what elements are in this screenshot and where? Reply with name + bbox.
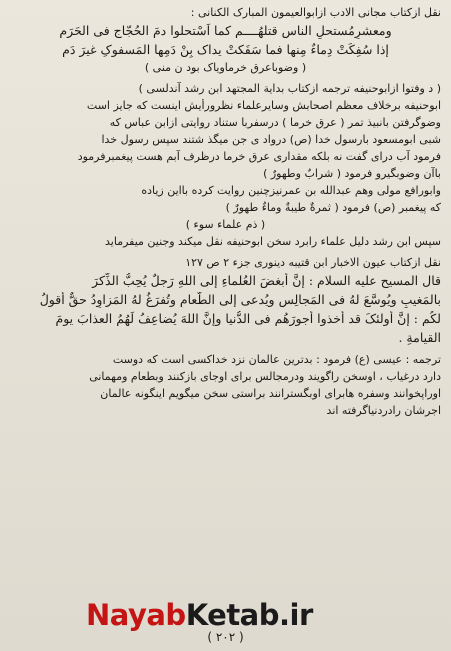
body-line: فرمود آب درای گفت نه بلکه مقداری عرق خرما درظرف آبم هست پیغمبرفرمود	[77, 150, 441, 163]
source-note-uyun: نقل ازکتاب عیون الاخبار ابن قتیبه دینوری جزء ۲ ص ۱۲۷	[185, 256, 441, 269]
section-heading-ulama: ( ذم علماء سوء )	[185, 218, 266, 231]
body-line: ابوحنیفه برخلاف معظم اصحابش وسایرعلماء نظرورأیش اینست که جایز است	[86, 99, 441, 112]
cut-off-line: سپس ابن رشد دلیل علماء رابرد سخن ابوحنیفه نقل میکند وجنین میفرماید	[105, 235, 441, 248]
section-heading-fatwa: ( د وفتوا ازابوحنیفه ترجمه ازکتاب بدایة المجتهد ابن رشد آندلسی )	[138, 82, 441, 95]
translation-line: اجرشان رادردنیاگرفته اند	[326, 404, 441, 417]
poem-verse-2: إذا سُفِکَتْ دِماءٌ مِنها فما سَفَکتْ یداک بِنْ دَمِها المَسفوکِ غیرَ دَمِ	[62, 42, 389, 57]
translation-line: ترجمه : عیسی (ع) فرمود : بدترین عالمان نزد خداکسی است که دوست	[112, 353, 441, 366]
logo-part-2: Ketab.ir	[185, 598, 313, 632]
arabic-quote-line: القیامةِ .	[398, 330, 441, 345]
section-heading-wudu: ( وضوباعرق خرماویاک بود ن منی )	[144, 61, 307, 74]
arabic-quote-line: بالمَغیبِ ویُوسَّعَ لهُ فی المَجالِسِ ویُدعی إلی الطَّعامِ وتُفرَغُ لهُ المَزاوِدُ حقٌّ أقولُ	[39, 292, 441, 307]
translation-line: دارد درغیاب ، اوسخن راگویند ودرمجالس برای اوجای بازکنند وبطعام ومهمانی	[89, 370, 441, 383]
body-line: باآن وضوبگیرو فرمود ( شرابٌ وطهورٌ )	[263, 167, 441, 180]
body-line: شبی ابومسعود بارسول خدا (ص) درواد ی جن میگذ شتند سپس رسول خدا	[101, 133, 441, 146]
arabic-quote-line: لکُم : إنَّ أولئکَ قد أخذوا أجورَهُم فی الدُّنیا وإنَّ اللهَ یُضاعِفُ لَهُمُ العذابَ یومَ	[55, 311, 441, 326]
arabic-quote-line: قال المسیح علیه السلام : إنَّ أبغضَ العُلماءِ إلی اللهِ رَجلٌ یُحِبُّ الذِّکرَ	[92, 273, 441, 288]
source-note-majani: نقل ازکتاب مجانی الادب ازابوالعیمون المبارک الکنانی :	[190, 6, 441, 19]
watermark-logo	[86, 598, 313, 632]
body-line: که پیغمبر (ص) فرمود ( ثمرةٌ طیبةٌ وماءٌ طهورٌ )	[225, 201, 441, 214]
translation-line: اوراپخوانند وسفره هابرای اوبگسترانند براستی سخن میگویم اینگونه عالمان	[100, 387, 441, 400]
body-line: وضوگرفتن بانبیذ تمر ( عرق خرما ) درسفربا ستناد روایتی ازابن عباس که	[109, 116, 441, 129]
logo-part-1: Nayab	[86, 598, 186, 632]
body-line: وابورافع مولی وهم عبدالله بن عمرنیزچنین روایت کرده بااین زیاده	[141, 184, 441, 197]
page-number: ( ۲۰۲ )	[207, 630, 244, 644]
poem-verse-1: ومعشرٍمُستحلِ الناسِ قتلهُــــم کما اَسْتحلوا دمَ الحُجّاجِ فی الحَرَم	[59, 23, 392, 38]
